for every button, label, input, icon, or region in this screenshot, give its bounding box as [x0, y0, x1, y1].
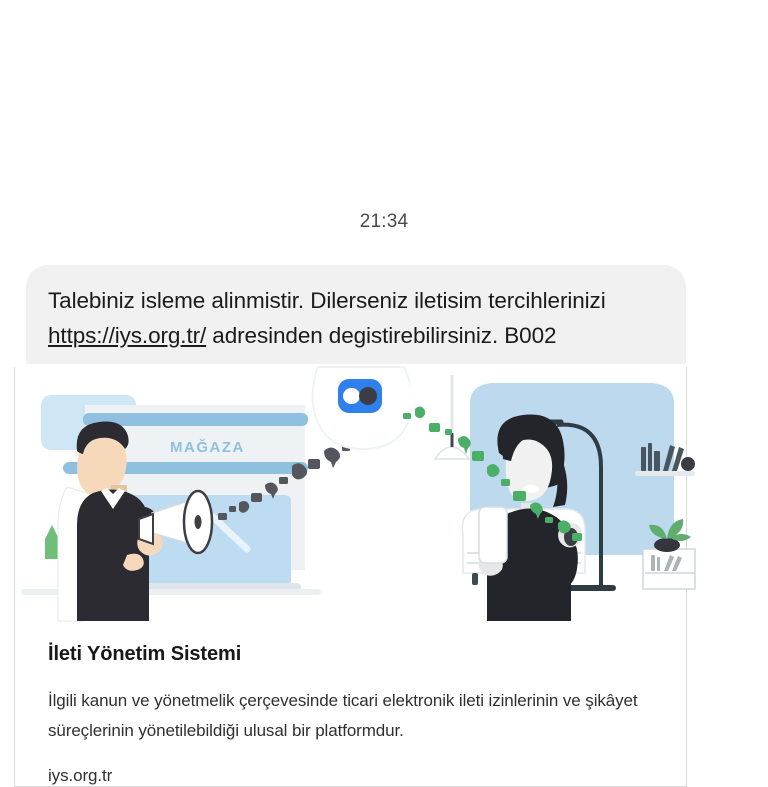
link-preview-hero-image — [15, 367, 686, 621]
message-timestamp: 21:34 — [359, 211, 409, 232]
link-preview-title: İleti Yönetim Sistemi — [48, 643, 242, 665]
smartphone-in-hand — [479, 507, 507, 563]
message-text-line-1 — [48, 283, 662, 318]
message-text-line-2 — [48, 318, 662, 353]
link-preview-description: İlgili kanun ve yönetmelik çerçevesinde ticari elektronik ileti izinlerinin ve şikâyet süreçlerinin yönetilebildiği ulusal bir platformdur. — [48, 691, 638, 740]
toggle-switch-icon — [338, 379, 382, 413]
link-preview-domain[interactable]: iys.org.tr — [48, 766, 113, 785]
link-preview-card[interactable] — [14, 367, 687, 787]
message-link[interactable]: https://iys.org.tr/ — [48, 323, 207, 348]
incoming-message-bubble[interactable] — [26, 265, 686, 364]
storefront-sign-text: MAĞAZA — [170, 439, 245, 456]
link-preview-body — [15, 621, 686, 786]
message-text-after-link: adresinden degistirebilirsiniz. B002 — [206, 323, 557, 348]
iys-illustration — [15, 367, 686, 621]
message-text-before-link: Talebiniz isleme alinmistir. Dilerseniz iletisim tercihlerinizi — [48, 288, 606, 313]
